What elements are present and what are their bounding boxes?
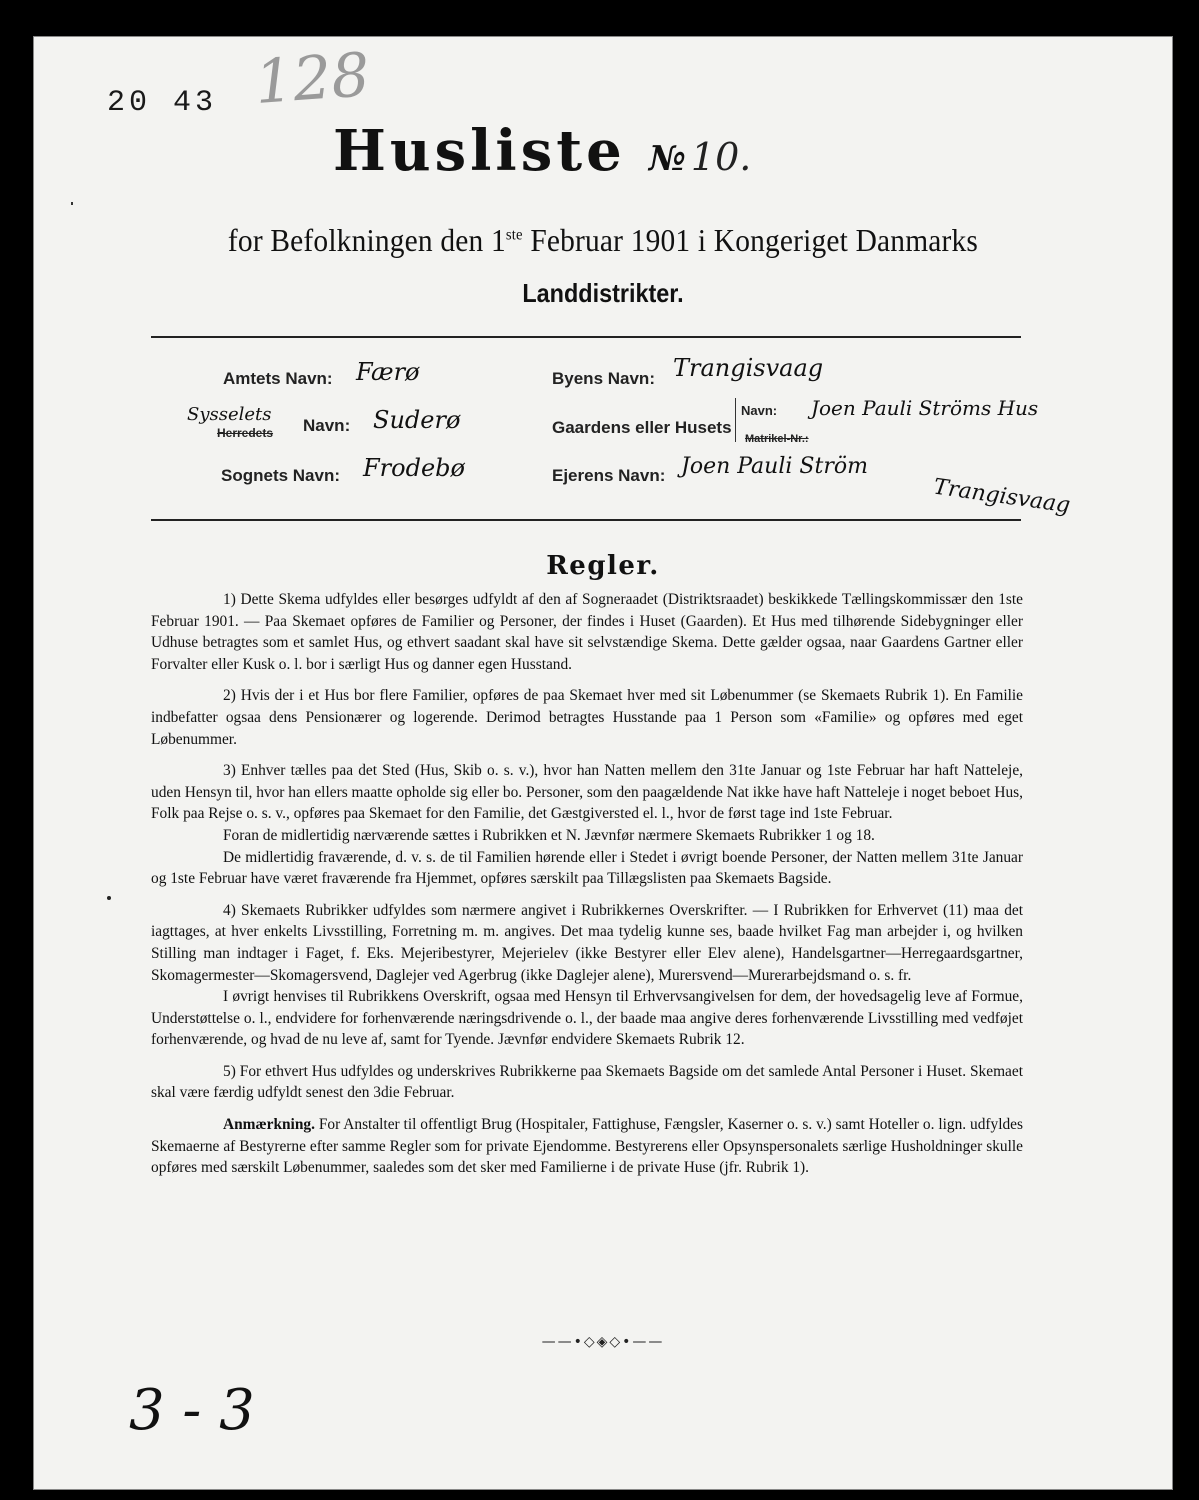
ejer-place-value: Trangisvaag: [931, 474, 1072, 519]
rule-5: 5) For ethvert Hus udfyldes og underskrives Rubrikkerne paa Skemaets Bagside om det samlede Antal Personer i Huset. Skemaet skal være færdig udfyldt senest den 3die Februar.: [151, 1062, 1023, 1102]
title-block: [333, 118, 933, 184]
rules-body: [151, 589, 1023, 1189]
syssel-handwritten: Sysselets: [187, 404, 272, 425]
speck: [107, 896, 111, 900]
gaard-label: Gaardens eller Husets: [552, 418, 732, 437]
rule-3-fravaerende: De midlertidig fraværende, d. v. s. de til Familien hørende eller i Stedet i øvrigt boende Personer, der Natten mellem 31te Januar og 1ste Februar have været fraværende fra Hjemmet, opføres særskilt paa Tillægslisten paa Skemaets Bagside.: [151, 848, 1023, 888]
amt-label: Amtets Navn:: [223, 369, 333, 388]
gaard-name-value: Joen Pauli Ströms Hus: [811, 396, 1039, 420]
closing-ornament: ——•◇◈◇•——: [541, 1334, 665, 1350]
form-subtitle: [79, 222, 1128, 259]
form-title: Husliste: [333, 118, 626, 184]
bottom-handwritten-mark: 3 - 3: [129, 1378, 255, 1443]
bracket-line: [735, 398, 736, 442]
subtitle-part1: for Befolkningen den 1: [227, 222, 506, 258]
sogn-value: Frodebø: [363, 454, 465, 482]
herred-navn-label: Navn:: [303, 416, 351, 435]
bottom-rule: [151, 519, 1021, 521]
subtitle-part2: Februar 1901 i Kongeriget Danmarks: [522, 222, 979, 258]
herred-struck-label: Herredets: [217, 426, 274, 440]
number-sign: №: [648, 139, 686, 179]
rule-4: 4) Skemaets Rubrikker udfyldes som nærmere angivet i Rubrikkernes Overskrifter. — I Rubrikken for Erhvervet (11) maa det iagttages, at hver enkelts Livsstilling, Forretning m. m. angives. Det maa tydelig kunne ses, baade hvilket Fag man arbejder i, og hvilken Stilling man indtager i Faget, f. Eks. Mejeribestyrer, Mejerielev (ikke Bestyrer eller Elev alene), Handelsgartner—Herregaardsgartner, Skomagermester—Skomagersvend, Daglejer ved Agerbrug (ikke Daglejer alene), Murersvend—Murerarbejdsmand o. s. fr.: [151, 901, 1023, 984]
navn-sublabel: Navn:: [741, 403, 778, 418]
herred-value: Suderø: [373, 406, 461, 434]
by-label: Byens Navn:: [552, 369, 655, 388]
district-type: Landdistrikter.: [522, 278, 684, 308]
rule-2: 2) Hvis der i et Hus bor flere Familier, opføres de paa Skemaet hver med sit Løbenummer (se Skemaets Rubrik 1). En Familie indbefatter ogsaa dens Pensionærer og logerende. Derimod betragtes Husstande paa 1 Person som «Familie» og opføres med eget Løbenummer.: [151, 687, 1023, 748]
archive-stamp-number: 20 43: [107, 86, 218, 120]
remark: [151, 1114, 1023, 1179]
rule-3: 3) Enhver tælles paa det Sted (Hus, Skib o. s. v.), hvor han Natten mellem den 31te Januar og 1ste Februar har haft Natteleje, uden Hensyn til, hvor han ellers maatte opholde sig eller bo. Personer, som den paagældende Nat ikke have haft Natteleje i noget beboet Hus, Folk paa Rejse o. s. v., opføres paa Skemaet for den Familie, det Gæstgiversted el. l., hvor de først tage ind 1ste Februar.: [151, 762, 1023, 823]
matrikel-sublabel: Matrikel-Nr.:: [745, 433, 809, 445]
ejer-value: Joen Pauli Ström: [681, 454, 868, 479]
amt-value: Færø: [356, 358, 420, 386]
rule-4-ovrigt: I øvrigt henvises til Rubrikkens Overskrift, ogsaa med Hensyn til Erhvervsangivelsen for dem, der hovedsagelig leve af Formue, Understøttelse o. l., endvidere for forhenværende næringsdrivende o. l., der baade maa angive deres forhenværende Livsstilling med vedføjet forhenværende, og hvad de nu leve af, samt for Tyende. Jævnfør endvidere Skemaets Rubrik 12.: [151, 988, 1023, 1049]
rule-1: 1) Dette Skema udfyldes eller besørges udfyldt af den af Sogneraadet (Distriktsraadet) beskikkede Tællingskommissær den 1ste Februar 1901. — Paa Skemaet opføres de Familier og Personer, der findes i Huset (Gaarden). Et Hus med tilhørende Sidebygninger eller Udhuse betragtes som et samlet Hus, og ethvert saadant skal have sit selvstændige Skema. Dette gælder ogsaa, naar Gaardens Gartner eller Forvalter eller Kusk o. l. bor i særligt Hus og danner egen Husstand.: [151, 591, 1023, 673]
census-form-sheet: [33, 36, 1173, 1490]
subtitle-superscript: ste: [505, 226, 523, 244]
pencil-annotation: 128: [252, 40, 372, 118]
remark-label: Anmærkning.: [223, 1116, 315, 1134]
rules-heading: Regler.: [546, 551, 660, 581]
speck: [71, 202, 73, 205]
form-number-handwritten: 10.: [690, 135, 752, 179]
ejer-label: Ejerens Navn:: [552, 466, 666, 485]
sogn-label: Sognets Navn:: [221, 466, 341, 485]
by-value: Trangisvaag: [673, 354, 824, 382]
rule-3-foran: Foran de midlertidig nærværende sættes i Rubrikken et N. Jævnfør nærmere Skemaets Rubrikker 1 og 18.: [223, 826, 875, 844]
top-rule: [151, 336, 1021, 338]
remark-text: For Anstalter til offentligt Brug (Hospitaler, Fattighuse, Fængsler, Kaserner o. s. v.) samt Hoteller o. lign. udfyldes Skemaerne af Bestyrerne efter samme Regler som for private Ejendomme. Bestyrerens eller Opsynspersonalets særlige Husholdninger skulle opføres med særskilt Løbenummer, saaledes som det sker med Familierne i de private Huse (jfr. Rubrik 1).: [151, 1116, 1023, 1177]
